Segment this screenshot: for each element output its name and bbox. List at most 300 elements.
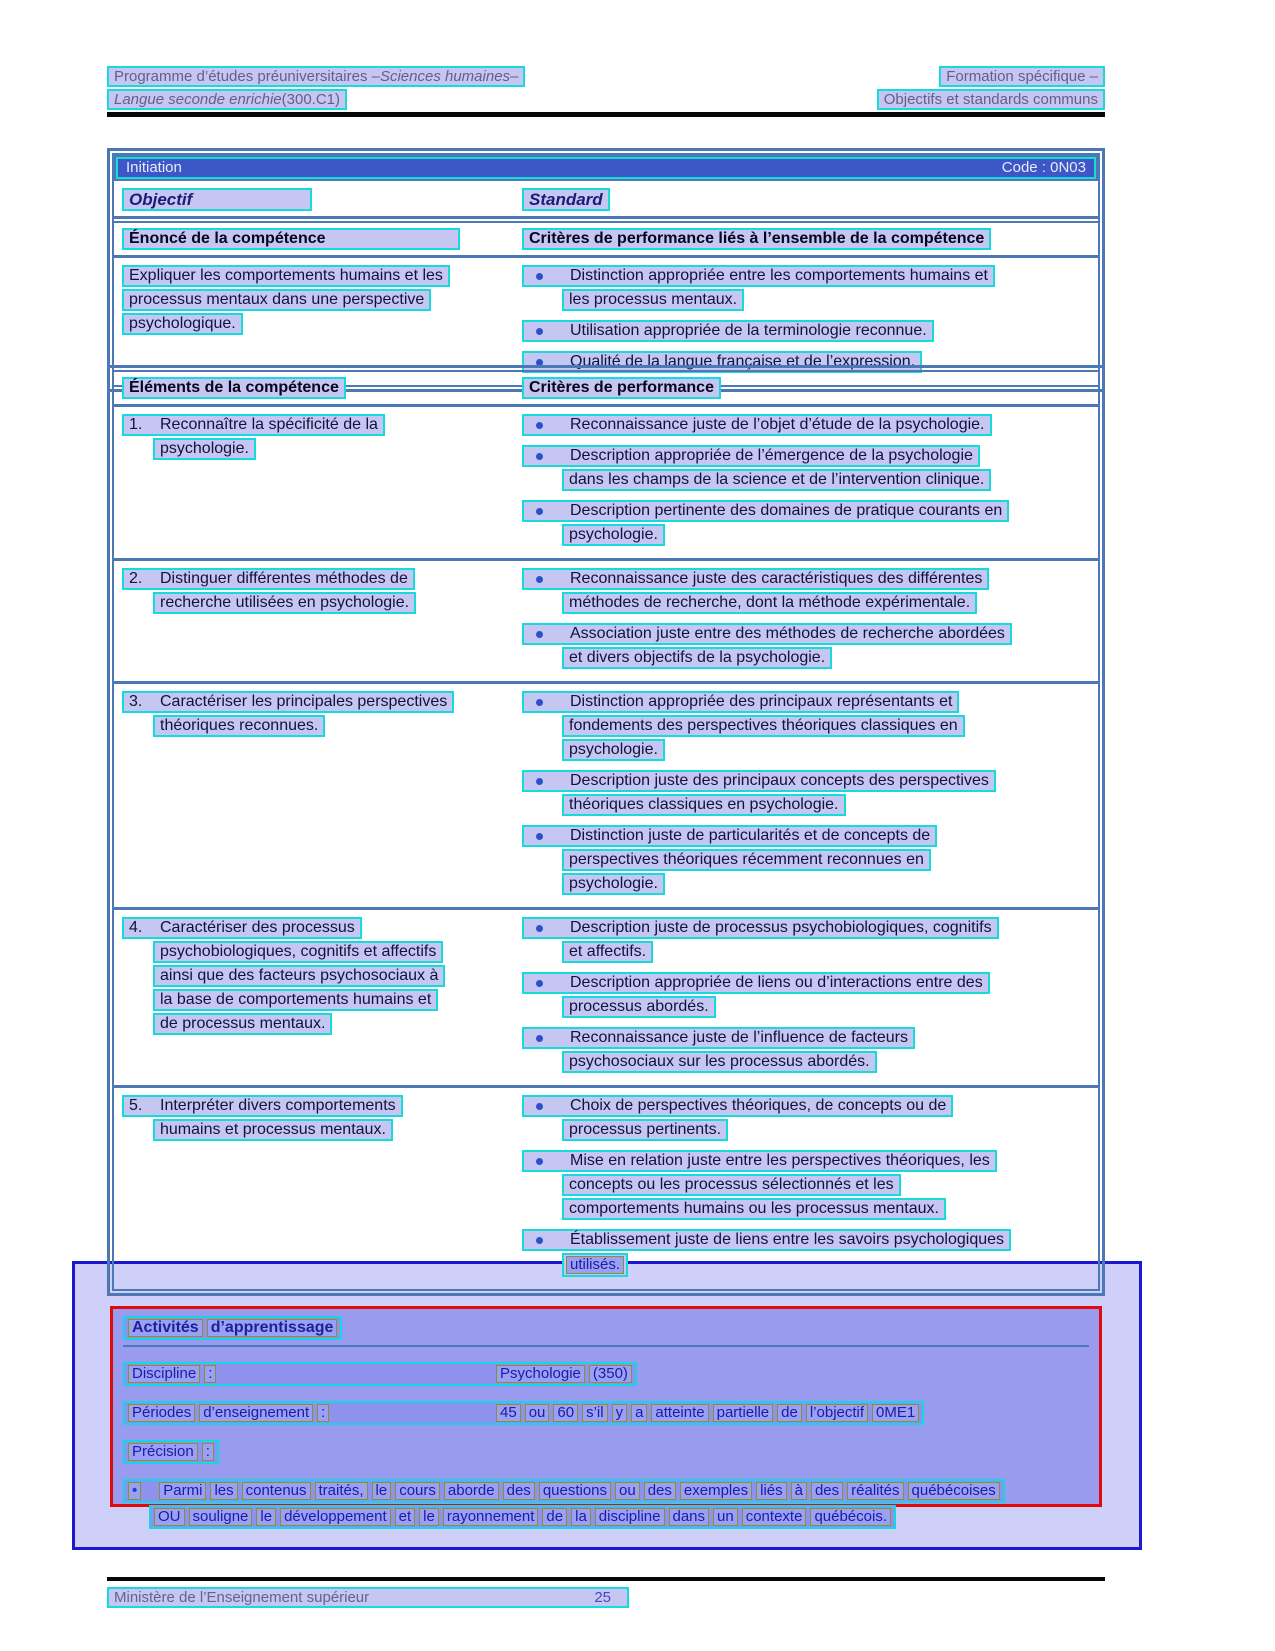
word-box: d’enseignement	[199, 1404, 313, 1422]
page-header-row-1	[107, 66, 1105, 87]
line-text: psychosociaux sur les processus abordés.	[569, 1053, 870, 1070]
criterion-line	[522, 320, 1090, 342]
word-box: l’objectif	[806, 1404, 868, 1422]
highlight-box	[562, 1051, 877, 1073]
criterion-line	[522, 445, 1090, 467]
header-rule	[107, 112, 1105, 117]
criterion-line	[522, 917, 1090, 939]
word-box: ou	[615, 1482, 640, 1500]
item-number: 4.	[129, 919, 143, 936]
highlight-box	[122, 917, 362, 939]
standard-label: Standard	[522, 188, 610, 211]
word-box: Psychologie	[496, 1365, 585, 1383]
criterion-line	[522, 1229, 1090, 1251]
periods-label	[128, 1404, 496, 1422]
activities-bullet-line-2	[123, 1505, 1089, 1529]
line-text: théoriques classiques en psychologie.	[569, 796, 839, 813]
line-text: recherche utilisées en psychologie.	[160, 594, 410, 611]
word-box: le	[419, 1508, 439, 1526]
criterion-line	[522, 849, 1090, 871]
highlight-box	[153, 592, 416, 614]
learning-activities-outer-box	[72, 1261, 1142, 1550]
header-left-line2	[107, 89, 347, 110]
word-box: les	[210, 1482, 237, 1500]
bullet-icon	[536, 273, 543, 280]
elements-region	[107, 365, 1105, 1525]
highlight-box	[522, 972, 990, 994]
title-bar	[114, 155, 1098, 181]
line-text: les processus mentaux.	[569, 291, 738, 308]
highlight-box	[153, 715, 325, 737]
objectif-label: Objectif	[122, 188, 312, 211]
criterion-line	[522, 972, 1090, 994]
word-box: et	[395, 1508, 416, 1526]
line-text: psychobiologiques, cognitifs et affectifs	[160, 943, 437, 960]
competence-line	[122, 592, 522, 614]
line-text: Reconnaissance juste des caractéristiques des différentes	[570, 570, 983, 587]
course-code: Code : 0N03	[1001, 159, 1086, 176]
competence-line	[122, 691, 522, 713]
bullet-icon	[536, 422, 543, 429]
line-text: Association juste entre des méthodes de recherche abordées	[570, 625, 1005, 642]
criterion-line	[522, 1253, 1090, 1277]
criterion-item	[522, 825, 1090, 895]
item-number: 1.	[129, 416, 143, 433]
criterion-line	[522, 739, 1090, 761]
bullet-icon	[536, 1035, 543, 1042]
word-box: des	[811, 1482, 843, 1500]
activities-title-row	[123, 1316, 1089, 1340]
bullet-icon	[536, 1237, 543, 1244]
line-text: psychologique.	[129, 315, 236, 332]
criterion-item	[522, 623, 1090, 669]
course-title: Initiation	[126, 159, 182, 176]
highlight-box	[522, 500, 1009, 522]
criterion-item	[522, 972, 1090, 1018]
word-box: 45	[496, 1404, 521, 1422]
line-text: Reconnaissance juste de l’influence de facteurs	[570, 1029, 908, 1046]
highlight-box	[562, 524, 665, 546]
word-box: la	[571, 1508, 591, 1526]
highlight-box	[122, 313, 243, 335]
line-text: Mise en relation juste entre les perspectives théoriques, les	[570, 1152, 990, 1169]
highlight-box	[522, 691, 959, 713]
word-box: Discipline	[128, 1365, 200, 1383]
word-box: souligne	[189, 1508, 253, 1526]
elements-rows	[114, 404, 1098, 1289]
line-text: Reconnaissance juste de l’objet d’étude de la psychologie.	[570, 416, 985, 433]
word-box: aborde	[444, 1482, 499, 1500]
line-text: Expliquer les comportements humains et les	[129, 267, 443, 284]
word-box: Précision	[128, 1443, 198, 1461]
word-box: OU	[154, 1508, 185, 1526]
highlight-box	[153, 965, 445, 987]
criterion-item	[522, 1027, 1090, 1073]
highlight-box	[562, 941, 653, 963]
line-text: Choix de perspectives théoriques, de concepts ou de	[570, 1097, 947, 1114]
word-box: y	[612, 1404, 628, 1422]
line-text: fondements des perspectives théoriques classiques en	[569, 717, 958, 734]
enonce-header-row	[114, 223, 1098, 255]
highlight-box	[562, 739, 665, 761]
highlight-box	[122, 568, 415, 590]
criterion-line	[522, 469, 1090, 491]
periods-row	[123, 1401, 1089, 1425]
line-text: Description pertinente des domaines de pratique courants en	[570, 502, 1003, 519]
word-box: cours	[395, 1482, 440, 1500]
item-number: 3.	[129, 693, 143, 710]
criterion-line	[522, 691, 1090, 713]
criteres-header-cell2	[522, 377, 721, 399]
bullet-icon	[536, 1103, 543, 1110]
header-right-line2	[877, 89, 1105, 110]
highlight-box	[562, 469, 991, 491]
competence-line	[122, 965, 522, 987]
highlight-box	[562, 996, 716, 1018]
bullet-icon	[536, 508, 543, 515]
bullet-icon	[536, 980, 543, 987]
criterion-item	[522, 1229, 1090, 1277]
line-text: Description appropriée de liens ou d’interactions entre des	[570, 974, 983, 991]
word-box: réalités	[847, 1482, 903, 1500]
element-row	[114, 404, 1098, 558]
line-text: Reconnaître la spécificité de la	[160, 416, 378, 433]
periods-line	[123, 1401, 924, 1425]
bullet-icon	[536, 699, 543, 706]
line-text: de processus mentaux.	[160, 1015, 326, 1032]
line-text: et divers objectifs de la psychologie.	[569, 649, 826, 666]
highlight-box	[522, 770, 996, 792]
enonce-criteria-list	[522, 265, 1090, 375]
activities-bullet-continuation	[149, 1505, 896, 1529]
elements-header-cell	[122, 377, 522, 399]
discipline-label	[128, 1365, 496, 1383]
page-footer	[107, 1577, 1105, 1608]
bullet-icon	[536, 833, 543, 840]
word-box: utilisés.	[566, 1256, 624, 1274]
objectif-table	[107, 148, 1105, 392]
criterion-line	[522, 873, 1090, 895]
line-text: processus mentaux dans une perspective	[129, 291, 425, 308]
word-box: :	[317, 1404, 329, 1422]
line-text: psychologie.	[569, 875, 658, 892]
criterion-item	[522, 265, 1090, 311]
criterion-line	[522, 592, 1090, 614]
criterion-line	[522, 524, 1090, 546]
header-left-line1-italic: Sciences humaines	[379, 68, 511, 85]
criterion-item	[522, 320, 1090, 342]
word-box: un	[713, 1508, 738, 1526]
title-bar-highlight	[116, 157, 1096, 179]
criterion-item	[522, 445, 1090, 491]
word-box: questions	[539, 1482, 611, 1500]
bullet-icon	[536, 1158, 543, 1165]
word-box: des	[644, 1482, 676, 1500]
element-statement	[122, 917, 522, 1075]
competence-line	[122, 568, 522, 590]
header-left-line1-pre: Programme d’études préuniversitaires –	[114, 68, 380, 85]
elements-table-inner	[112, 370, 1100, 1291]
word-box: contexte	[742, 1508, 807, 1526]
element-criteria	[522, 917, 1090, 1075]
elements-header: Éléments de la compétence	[122, 377, 346, 399]
line-text: Description juste des principaux concepts des perspectives	[570, 772, 989, 789]
element-criteria	[522, 414, 1090, 548]
header-left-line1-post: –	[510, 68, 519, 85]
element-row	[114, 907, 1098, 1085]
highlight-box	[153, 438, 256, 460]
highlight-box	[153, 1013, 332, 1035]
competence-line	[122, 313, 522, 335]
line-text: méthodes de recherche, dont la méthode expérimentale.	[569, 594, 971, 611]
line-text: psychologie.	[569, 526, 658, 543]
learning-activities-box	[110, 1306, 1102, 1525]
elements-header-row	[114, 372, 1098, 404]
criterion-line	[522, 568, 1090, 590]
header-left-line2-italic: Langue seconde enrichie	[114, 91, 282, 108]
criterion-line	[522, 623, 1090, 645]
activities-bullet-first	[123, 1479, 1005, 1503]
word-box: de	[542, 1508, 567, 1526]
highlight-box	[562, 849, 931, 871]
word-box: rayonnement	[443, 1508, 539, 1526]
word-box: :	[204, 1365, 216, 1383]
competence-line	[122, 1119, 522, 1141]
competence-line	[122, 438, 522, 460]
line-text: dans les champs de la science et de l’intervention clinique.	[569, 471, 985, 488]
criterion-line	[522, 1051, 1090, 1073]
criterion-line	[522, 941, 1090, 963]
objectif-table-inner	[112, 153, 1100, 387]
header-right-line1	[939, 66, 1105, 87]
word-box: traités,	[315, 1482, 368, 1500]
highlight-box	[122, 691, 454, 713]
word-box: contenus	[242, 1482, 311, 1500]
highlight-box	[522, 414, 992, 436]
line-text: Description juste de processus psychobiologiques, cognitifs	[570, 919, 992, 936]
highlight-box	[522, 623, 1012, 645]
criterion-line	[522, 825, 1090, 847]
line-text: processus pertinents.	[569, 1121, 722, 1138]
word-box: des	[503, 1482, 535, 1500]
highlight-box	[122, 414, 385, 436]
footer-ministry: Ministère de l’Enseignement supérieur	[114, 1589, 370, 1606]
competence-line	[122, 917, 522, 939]
word-box: 0ME1	[872, 1404, 919, 1422]
criterion-item	[522, 1150, 1090, 1220]
criterion-item	[522, 568, 1090, 614]
objectif-cell	[122, 188, 522, 211]
element-statement	[122, 1095, 522, 1279]
element-statement	[122, 414, 522, 548]
highlight-box	[562, 289, 744, 311]
bullet-icon	[536, 925, 543, 932]
criterion-line	[522, 289, 1090, 311]
word-box: à	[791, 1482, 807, 1500]
element-row	[114, 681, 1098, 907]
competence-line	[122, 941, 522, 963]
word-box: a	[631, 1404, 647, 1422]
element-criteria	[522, 568, 1090, 671]
header-right-line1-text: Formation spécifique –	[946, 68, 1098, 85]
precision-line	[123, 1440, 219, 1464]
standard-cell	[522, 188, 610, 211]
highlight-box	[562, 1198, 946, 1220]
activities-title	[123, 1316, 342, 1340]
word-box: atteinte	[651, 1404, 708, 1422]
line-text: humains et processus mentaux.	[160, 1121, 386, 1138]
bullet-icon	[536, 631, 543, 638]
bullet-icon	[536, 328, 543, 335]
word-box: exemples	[680, 1482, 752, 1500]
discipline-row	[123, 1362, 1089, 1386]
highlight-box	[522, 265, 995, 287]
highlight-box	[562, 715, 965, 737]
word-box: le	[256, 1508, 276, 1526]
element-criteria	[522, 691, 1090, 897]
criterion-item	[522, 414, 1090, 436]
word-box: d’apprentissage	[207, 1319, 338, 1337]
word-box: de	[777, 1404, 802, 1422]
double-rule	[114, 216, 1098, 223]
criterion-line	[522, 1027, 1090, 1049]
criterion-line	[522, 500, 1090, 522]
competence-line	[122, 1095, 522, 1117]
highlight-box	[522, 825, 937, 847]
objectif-standard-row	[114, 181, 1098, 216]
highlight-box	[562, 873, 665, 895]
criterion-item	[522, 1095, 1090, 1141]
criteres-ensemble-header: Critères de performance liés à l’ensemble de la compétence	[522, 228, 991, 250]
highlight-box	[153, 989, 438, 1011]
line-text: Description appropriée de l’émergence de la psychologie	[570, 447, 973, 464]
activities-bullet-line-1	[123, 1479, 1089, 1503]
criterion-item	[522, 691, 1090, 761]
precision-row	[123, 1440, 1089, 1464]
highlight-box	[522, 917, 999, 939]
element-row	[114, 558, 1098, 681]
highlight-box	[522, 1027, 915, 1049]
word-box: Parmi	[159, 1482, 206, 1500]
line-text: Utilisation appropriée de la terminologie reconnue.	[570, 322, 927, 339]
line-text: Caractériser des processus	[160, 919, 355, 936]
elements-table	[107, 365, 1105, 1296]
element-row	[114, 1085, 1098, 1289]
competence-line	[122, 289, 522, 311]
bullet-icon	[536, 576, 543, 583]
criterion-item	[522, 917, 1090, 963]
highlight-box	[562, 1174, 901, 1196]
element-statement	[122, 691, 522, 897]
highlight-box	[562, 1253, 628, 1277]
competence-line	[122, 414, 522, 436]
criterion-line	[522, 1150, 1090, 1172]
criterion-line	[522, 1198, 1090, 1220]
line-text: perspectives théoriques récemment reconnues en	[569, 851, 924, 868]
line-text: psychologie.	[160, 440, 249, 457]
line-text: Interpréter divers comportements	[160, 1097, 396, 1114]
highlight-box	[522, 568, 989, 590]
criterion-line	[522, 414, 1090, 436]
enonce-header: Énoncé de la compétence	[122, 228, 460, 250]
word-box: (350)	[589, 1365, 632, 1383]
line-text: concepts ou les processus sélectionnés et les	[569, 1176, 894, 1193]
line-text: Distinction appropriée des principaux représentants et	[570, 693, 953, 710]
highlight-box	[562, 1119, 728, 1141]
page-header	[107, 66, 1105, 112]
line-text: Distinguer différentes méthodes de	[160, 570, 408, 587]
highlight-box	[522, 1150, 997, 1172]
word-box: partielle	[713, 1404, 774, 1422]
highlight-box	[562, 794, 846, 816]
line-text: Distinction appropriée entre les comportements humains et	[570, 267, 988, 284]
criterion-line	[522, 715, 1090, 737]
line-text: Distinction juste de particularités et de concepts de	[570, 827, 931, 844]
competence-line	[122, 989, 522, 1011]
criterion-line	[522, 1174, 1090, 1196]
word-box: le	[372, 1482, 392, 1500]
criteres-header-cell	[522, 228, 991, 250]
criterion-line	[522, 794, 1090, 816]
line-text: processus abordés.	[569, 998, 709, 1015]
bullet-icon	[536, 778, 543, 785]
highlight-box	[522, 1229, 1011, 1251]
element-criteria	[522, 1095, 1090, 1279]
word-box: Périodes	[128, 1404, 195, 1422]
word-box: québécoises	[908, 1482, 1000, 1500]
footer-highlight	[107, 1587, 629, 1608]
highlight-box	[562, 592, 977, 614]
criterion-line	[522, 647, 1090, 669]
word-box: liés	[756, 1482, 787, 1500]
activities-title-divider	[123, 1345, 1089, 1347]
criterion-item	[522, 770, 1090, 816]
header-left-line1	[107, 66, 525, 87]
competence-line	[122, 265, 522, 287]
word-box: québécois.	[810, 1508, 891, 1526]
page-number: 25	[594, 1589, 611, 1606]
line-text: théoriques reconnues.	[160, 717, 319, 734]
line-text: comportements humains ou les processus mentaux.	[569, 1200, 939, 1217]
highlight-box	[522, 1095, 953, 1117]
enonce-statement	[122, 265, 522, 375]
enonce-header-cell	[122, 228, 522, 250]
word-box: dans	[669, 1508, 710, 1526]
word-box: :	[202, 1443, 214, 1461]
word-box: ou	[525, 1404, 550, 1422]
word-box: 60	[553, 1404, 578, 1422]
word-box: développement	[280, 1508, 391, 1526]
word-box: discipline	[595, 1508, 665, 1526]
header-right-line2-text: Objectifs et standards communs	[883, 91, 1098, 108]
competence-line	[122, 715, 522, 737]
highlight-box	[522, 320, 934, 342]
item-number: 2.	[129, 570, 143, 587]
criterion-item	[522, 500, 1090, 546]
line-text: psychologie.	[569, 741, 658, 758]
highlight-box	[122, 289, 431, 311]
criterion-line	[522, 1095, 1090, 1117]
line-text: ainsi que des facteurs psychosociaux à	[160, 967, 439, 984]
highlight-box	[122, 265, 450, 287]
highlight-box	[122, 1095, 403, 1117]
highlight-box	[153, 941, 443, 963]
line-text: et affectifs.	[569, 943, 647, 960]
header-left-line2-post: (300.C1)	[281, 91, 340, 108]
criterion-line	[522, 996, 1090, 1018]
criterion-line	[522, 1119, 1090, 1141]
highlight-box	[153, 1119, 393, 1141]
